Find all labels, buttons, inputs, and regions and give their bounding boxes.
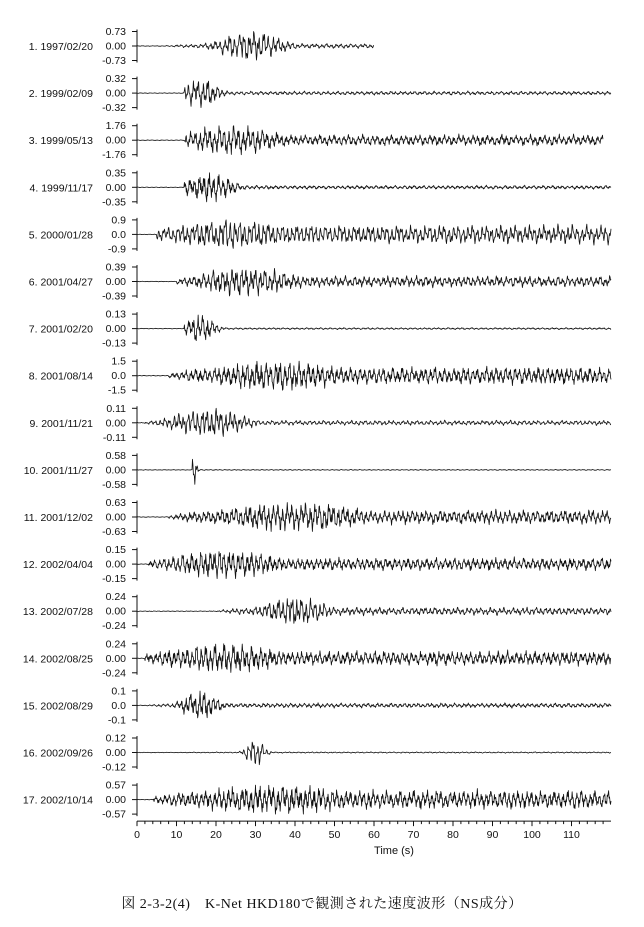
- y-tick-zero: 0.0: [111, 228, 126, 241]
- waveform-trace: [137, 81, 611, 108]
- waveform-trace: [137, 742, 611, 765]
- trace-label: 1. 1997/02/20: [28, 41, 93, 53]
- y-tick-min: -0.35: [102, 196, 126, 209]
- waveform-panel: [23, 685, 611, 726]
- waveform-trace: [137, 32, 374, 61]
- y-tick-zero: 0.00: [105, 276, 126, 288]
- y-tick-zero: 0.00: [105, 794, 126, 807]
- y-tick-min: -0.57: [102, 808, 126, 821]
- y-tick-zero: 0.00: [105, 87, 126, 100]
- y-tick-max: 1.5: [111, 355, 126, 368]
- waveform-panel: [29, 309, 611, 350]
- x-tick-label: 50: [328, 829, 341, 842]
- y-tick-max: 0.39: [105, 261, 126, 274]
- x-tick-label: 40: [289, 829, 301, 842]
- waveform-trace: [137, 598, 611, 623]
- waveform-trace: [137, 268, 611, 296]
- y-tick-zero: 0.00: [105, 605, 126, 618]
- y-tick-zero: 0.0: [111, 370, 126, 383]
- y-tick-min: -0.11: [102, 431, 126, 444]
- trace-label: 7. 2001/02/20: [28, 323, 93, 336]
- x-tick-label: 10: [170, 829, 183, 842]
- y-tick-min: -0.12: [102, 761, 126, 774]
- waveform-trace: [137, 459, 611, 484]
- y-tick-max: 0.58: [105, 449, 126, 462]
- waveform-panel: [24, 450, 611, 491]
- y-tick-min: -0.9: [107, 243, 126, 256]
- y-tick-min: -0.24: [102, 667, 126, 680]
- y-tick-min: -0.1: [107, 714, 126, 727]
- y-tick-min: -0.24: [102, 620, 126, 633]
- y-tick-max: 0.9: [111, 214, 126, 227]
- y-tick-zero: 0.00: [105, 181, 126, 194]
- trace-label: 11. 2001/12/02: [23, 512, 93, 524]
- waveform-panel: [23, 591, 611, 632]
- y-tick-zero: 0.00: [105, 558, 126, 571]
- trace-label: 4. 1999/11/17: [29, 182, 93, 195]
- waveform-trace: [137, 785, 611, 814]
- time-axis: [134, 821, 611, 857]
- y-tick-min: -0.63: [102, 526, 126, 538]
- y-tick-max: 0.24: [105, 591, 126, 604]
- waveform-trace: [137, 408, 611, 436]
- waveform-trace: [137, 126, 603, 155]
- y-tick-max: 0.15: [105, 544, 126, 557]
- y-tick-zero: 0.00: [105, 652, 126, 665]
- x-axis-title: Time (s): [374, 845, 414, 858]
- waveform-panel: [23, 544, 611, 585]
- y-tick-max: 0.1: [111, 685, 126, 698]
- x-tick-label: 80: [447, 829, 459, 842]
- trace-label: 8. 2001/08/14: [28, 370, 93, 383]
- trace-label: 5. 2000/01/28: [28, 229, 93, 242]
- y-tick-max: 0.35: [105, 167, 126, 180]
- y-tick-max: 0.73: [105, 26, 126, 38]
- waveform-trace: [137, 691, 611, 718]
- waveform-panel: [23, 638, 611, 679]
- trace-label: 14. 2002/08/25: [22, 653, 93, 666]
- x-tick-label: 30: [249, 829, 262, 842]
- x-tick-label: 20: [210, 829, 222, 842]
- y-tick-max: 0.57: [105, 779, 126, 792]
- trace-label: 15. 2002/08/29: [22, 700, 93, 713]
- waveform-trace: [137, 173, 611, 202]
- x-tick-label: 110: [563, 829, 580, 842]
- trace-label: 2. 1999/02/09: [28, 88, 93, 101]
- y-tick-max: 0.32: [105, 73, 126, 86]
- x-tick-label: 60: [368, 829, 380, 842]
- y-tick-zero: 0.0: [111, 699, 126, 712]
- y-tick-zero: 0.00: [105, 464, 126, 477]
- y-tick-min: -0.39: [102, 290, 126, 303]
- trace-label: 10. 2001/11/27: [23, 464, 93, 477]
- y-tick-zero: 0.00: [105, 417, 126, 430]
- waveform-panel: [23, 733, 611, 774]
- trace-label: 9. 2001/11/21: [29, 417, 93, 430]
- waveform-panel: [29, 73, 611, 114]
- waveform-panel: [30, 167, 611, 208]
- y-tick-max: 0.24: [105, 638, 126, 651]
- waveform-panels: [23, 26, 611, 821]
- x-tick-label: 0: [134, 829, 140, 842]
- y-tick-min: -0.13: [102, 337, 126, 350]
- waveform-trace: [137, 644, 611, 673]
- y-tick-min: -0.73: [102, 55, 126, 67]
- waveform-panel: [30, 403, 611, 444]
- waveform-trace: [137, 552, 611, 579]
- waveform-panel: [29, 214, 611, 255]
- y-tick-zero: 0.00: [105, 40, 126, 53]
- x-tick-label: 70: [407, 829, 420, 842]
- trace-label: 3. 1999/05/13: [28, 135, 93, 148]
- y-tick-zero: 0.00: [105, 134, 126, 147]
- y-tick-min: -1.76: [102, 149, 126, 162]
- y-tick-min: -0.15: [102, 573, 126, 586]
- waveform-panel: [29, 356, 611, 397]
- trace-label: 13. 2002/07/28: [22, 606, 93, 619]
- y-tick-zero: 0.00: [105, 511, 126, 524]
- waveform-panel: [29, 120, 603, 161]
- y-tick-zero: 0.00: [105, 323, 126, 336]
- y-tick-max: 0.13: [105, 308, 126, 321]
- y-tick-min: -1.5: [107, 384, 126, 397]
- waveform-trace: [137, 315, 611, 341]
- y-tick-max: 0.11: [106, 402, 126, 415]
- waveform-panel: [24, 497, 611, 538]
- waveform-panel: [23, 780, 611, 821]
- waveform-panel: [29, 262, 611, 303]
- waveform-trace: [137, 503, 611, 532]
- y-tick-max: 0.12: [105, 732, 126, 745]
- y-tick-min: -0.32: [102, 102, 126, 115]
- waveform-trace: [137, 361, 611, 390]
- y-tick-zero: 0.00: [105, 747, 126, 759]
- y-tick-max: 0.63: [105, 497, 126, 509]
- x-tick-label: 90: [486, 829, 499, 842]
- x-tick-label: 100: [523, 829, 541, 842]
- y-tick-max: 1.76: [105, 120, 126, 133]
- trace-label: 16. 2002/09/26: [22, 747, 93, 760]
- trace-label: 12. 2002/04/04: [22, 559, 93, 572]
- trace-label: 6. 2001/04/27: [28, 276, 93, 289]
- waveform-panel: [29, 26, 374, 67]
- waveform-trace: [137, 220, 611, 249]
- trace-label: 17. 2002/10/14: [22, 794, 93, 807]
- figure-caption: 図 2-3-2(4) K-Net HKD180で観測された速度波形（NS成分）: [121, 897, 523, 912]
- y-tick-min: -0.58: [102, 478, 126, 491]
